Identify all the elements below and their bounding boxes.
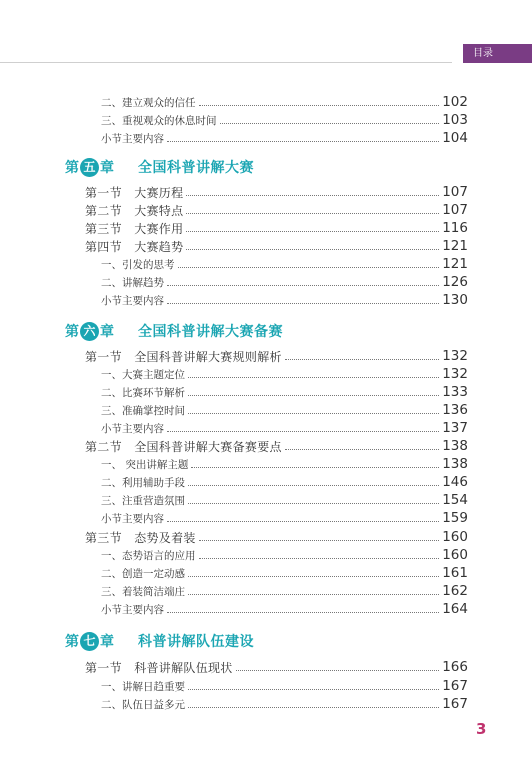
dot-leader — [188, 707, 439, 708]
toc-entry-label: 第一节 全国科普讲解大赛规则解析 — [85, 350, 282, 364]
chapter-heading[interactable] — [65, 630, 254, 652]
toc-entry[interactable] — [101, 676, 468, 694]
toc-entry[interactable] — [101, 92, 468, 110]
dot-leader — [285, 449, 439, 450]
dot-leader — [188, 594, 439, 595]
toc-entry[interactable] — [85, 436, 468, 454]
toc-entry-page: 102 — [442, 94, 468, 110]
toc-entry-page: 103 — [442, 112, 468, 128]
chapter-heading[interactable] — [65, 156, 254, 178]
dot-leader — [188, 413, 439, 414]
toc-entry[interactable] — [101, 382, 468, 400]
toc-entry-page: 107 — [442, 202, 468, 218]
chapter-number-badge: 六 — [80, 322, 99, 341]
chapter-prefix: 第 — [65, 160, 79, 176]
toc-entry-page: 104 — [442, 130, 468, 146]
dot-leader — [191, 467, 439, 468]
toc-entry-page: 137 — [442, 420, 468, 436]
toc-entry-label: 一、讲解日趋重要 — [101, 681, 185, 693]
toc-entry[interactable] — [101, 472, 468, 490]
toc-entry-label: 小节主要内容 — [101, 423, 164, 435]
dot-leader — [188, 576, 439, 577]
toc-entry-label: 二、利用辅助手段 — [101, 477, 185, 489]
toc-entry[interactable] — [101, 581, 468, 599]
chapter-title: 科普讲解队伍建设 — [138, 634, 254, 650]
toc-entry-label: 小节主要内容 — [101, 513, 164, 525]
toc-entry-label: 第三节 态势及着装 — [85, 531, 196, 545]
toc-entry-label: 三、重视观众的休息时间 — [101, 115, 217, 127]
toc-entry[interactable] — [101, 418, 468, 436]
toc-entry-label: 一、引发的思考 — [101, 259, 175, 271]
toc-entry-page: 166 — [442, 659, 468, 675]
toc-entry-label: 第三节 大赛作用 — [85, 222, 184, 236]
toc-entry-label: 第一节 科普讲解队伍现状 — [85, 661, 233, 675]
toc-entry-page: 138 — [442, 438, 468, 454]
toc-entry-page: 121 — [442, 256, 468, 272]
dot-leader — [167, 521, 439, 522]
toc-entry[interactable] — [101, 272, 468, 290]
dot-leader — [199, 105, 440, 106]
toc-entry-page: 161 — [442, 565, 468, 581]
toc-entry-page: 132 — [442, 366, 468, 382]
dot-leader — [167, 303, 439, 304]
toc-entry[interactable] — [85, 218, 468, 236]
chapter-suffix: 章 — [100, 634, 114, 650]
toc-entry[interactable] — [101, 364, 468, 382]
toc-entry-page: 167 — [442, 696, 468, 712]
toc-entry-label: 第一节 大赛历程 — [85, 186, 184, 200]
toc-entry-label: 小节主要内容 — [101, 604, 164, 616]
toc-entry-label: 三、注重营造氛围 — [101, 495, 185, 507]
toc-entry-label: 小节主要内容 — [101, 133, 164, 145]
toc-entry-label: 三、准确掌控时间 — [101, 405, 185, 417]
toc-entry-label: 一、大赛主题定位 — [101, 369, 185, 381]
toc-entry-label: 二、比赛环节解析 — [101, 387, 185, 399]
toc-entry[interactable] — [85, 182, 468, 200]
toc-entry[interactable] — [85, 346, 468, 364]
toc-entry-label: 二、建立观众的信任 — [101, 97, 196, 109]
toc-entry-label: 小节主要内容 — [101, 295, 164, 307]
toc-entry[interactable] — [101, 545, 468, 563]
dot-leader — [188, 377, 439, 378]
toc-entry-page: 162 — [442, 583, 468, 599]
toc-entry-label: 第二节 全国科普讲解大赛备赛要点 — [85, 440, 282, 454]
toc-entry-page: 121 — [442, 238, 468, 254]
toc-entry-page: 154 — [442, 492, 468, 508]
toc-entry[interactable] — [101, 563, 468, 581]
toc-entry-page: 126 — [442, 274, 468, 290]
toc-entry[interactable] — [101, 128, 468, 146]
toc-entry-page: 133 — [442, 384, 468, 400]
dot-leader — [186, 195, 439, 196]
toc-entry-page: 160 — [442, 529, 468, 545]
chapter-prefix: 第 — [65, 324, 79, 340]
toc-entry-page: 130 — [442, 292, 468, 308]
chapter-title: 全国科普讲解大赛 — [138, 160, 254, 176]
toc-entry-label: 一、态势语言的应用 — [101, 550, 196, 562]
dot-leader — [188, 395, 439, 396]
dot-leader — [220, 123, 440, 124]
toc-entry-page: 107 — [442, 184, 468, 200]
toc-entry-page: 160 — [442, 547, 468, 563]
toc-entry[interactable] — [85, 200, 468, 218]
chapter-suffix: 章 — [100, 160, 114, 176]
chapter-number-badge: 七 — [80, 632, 99, 651]
dot-leader — [199, 558, 440, 559]
dot-leader — [199, 540, 440, 541]
toc-entry-page: 136 — [442, 402, 468, 418]
dot-leader — [167, 612, 439, 613]
chapter-suffix: 章 — [100, 324, 114, 340]
dot-leader — [167, 285, 439, 286]
chapter-heading[interactable] — [65, 320, 283, 342]
toc-entry[interactable] — [85, 657, 468, 675]
chapter-prefix: 第 — [65, 634, 79, 650]
chapter-title: 全国科普讲解大赛备赛 — [138, 324, 283, 340]
toc-entry[interactable] — [85, 527, 468, 545]
toc-entry-page: 167 — [442, 678, 468, 694]
toc-entry[interactable] — [101, 110, 468, 128]
toc-entry-label: 一、 突出讲解主题 — [101, 459, 189, 471]
toc-entry-label: 第四节 大赛趋势 — [85, 240, 184, 254]
toc-entry-label: 二、讲解趋势 — [101, 277, 164, 289]
toc-entry[interactable] — [85, 236, 468, 254]
toc-entry[interactable] — [101, 400, 468, 418]
toc-entry[interactable] — [101, 694, 468, 712]
toc-tab: 目录 — [463, 44, 532, 63]
toc-entry[interactable] — [101, 290, 468, 308]
dot-leader — [178, 267, 440, 268]
toc-entry[interactable] — [101, 254, 468, 272]
dot-leader — [285, 359, 439, 360]
toc-entry-label: 二、创造一定动感 — [101, 568, 185, 580]
dot-leader — [236, 670, 440, 671]
toc-entry-page: 132 — [442, 348, 468, 364]
toc-entry-label: 三、着装简洁端庄 — [101, 586, 185, 598]
toc-entry-label: 二、队伍日益多元 — [101, 699, 185, 711]
dot-leader — [188, 503, 439, 504]
toc-entry[interactable] — [101, 454, 468, 472]
dot-leader — [167, 431, 439, 432]
dot-leader — [188, 485, 439, 486]
toc-entry-page: 146 — [442, 474, 468, 490]
dot-leader — [186, 231, 439, 232]
toc-entry-page: 164 — [442, 601, 468, 617]
toc-entry[interactable] — [101, 508, 468, 526]
dot-leader — [186, 249, 439, 250]
toc-entry[interactable] — [101, 490, 468, 508]
toc-entry[interactable] — [101, 599, 468, 617]
dot-leader — [188, 689, 439, 690]
page-number: 3 — [476, 720, 487, 738]
toc-entry-label: 第二节 大赛特点 — [85, 204, 184, 218]
dot-leader — [186, 213, 439, 214]
dot-leader — [167, 141, 439, 142]
toc-entry-page: 138 — [442, 456, 468, 472]
toc-entry-page: 116 — [442, 220, 468, 236]
chapter-number-badge: 五 — [80, 158, 99, 177]
toc-entry-page: 159 — [442, 510, 468, 526]
